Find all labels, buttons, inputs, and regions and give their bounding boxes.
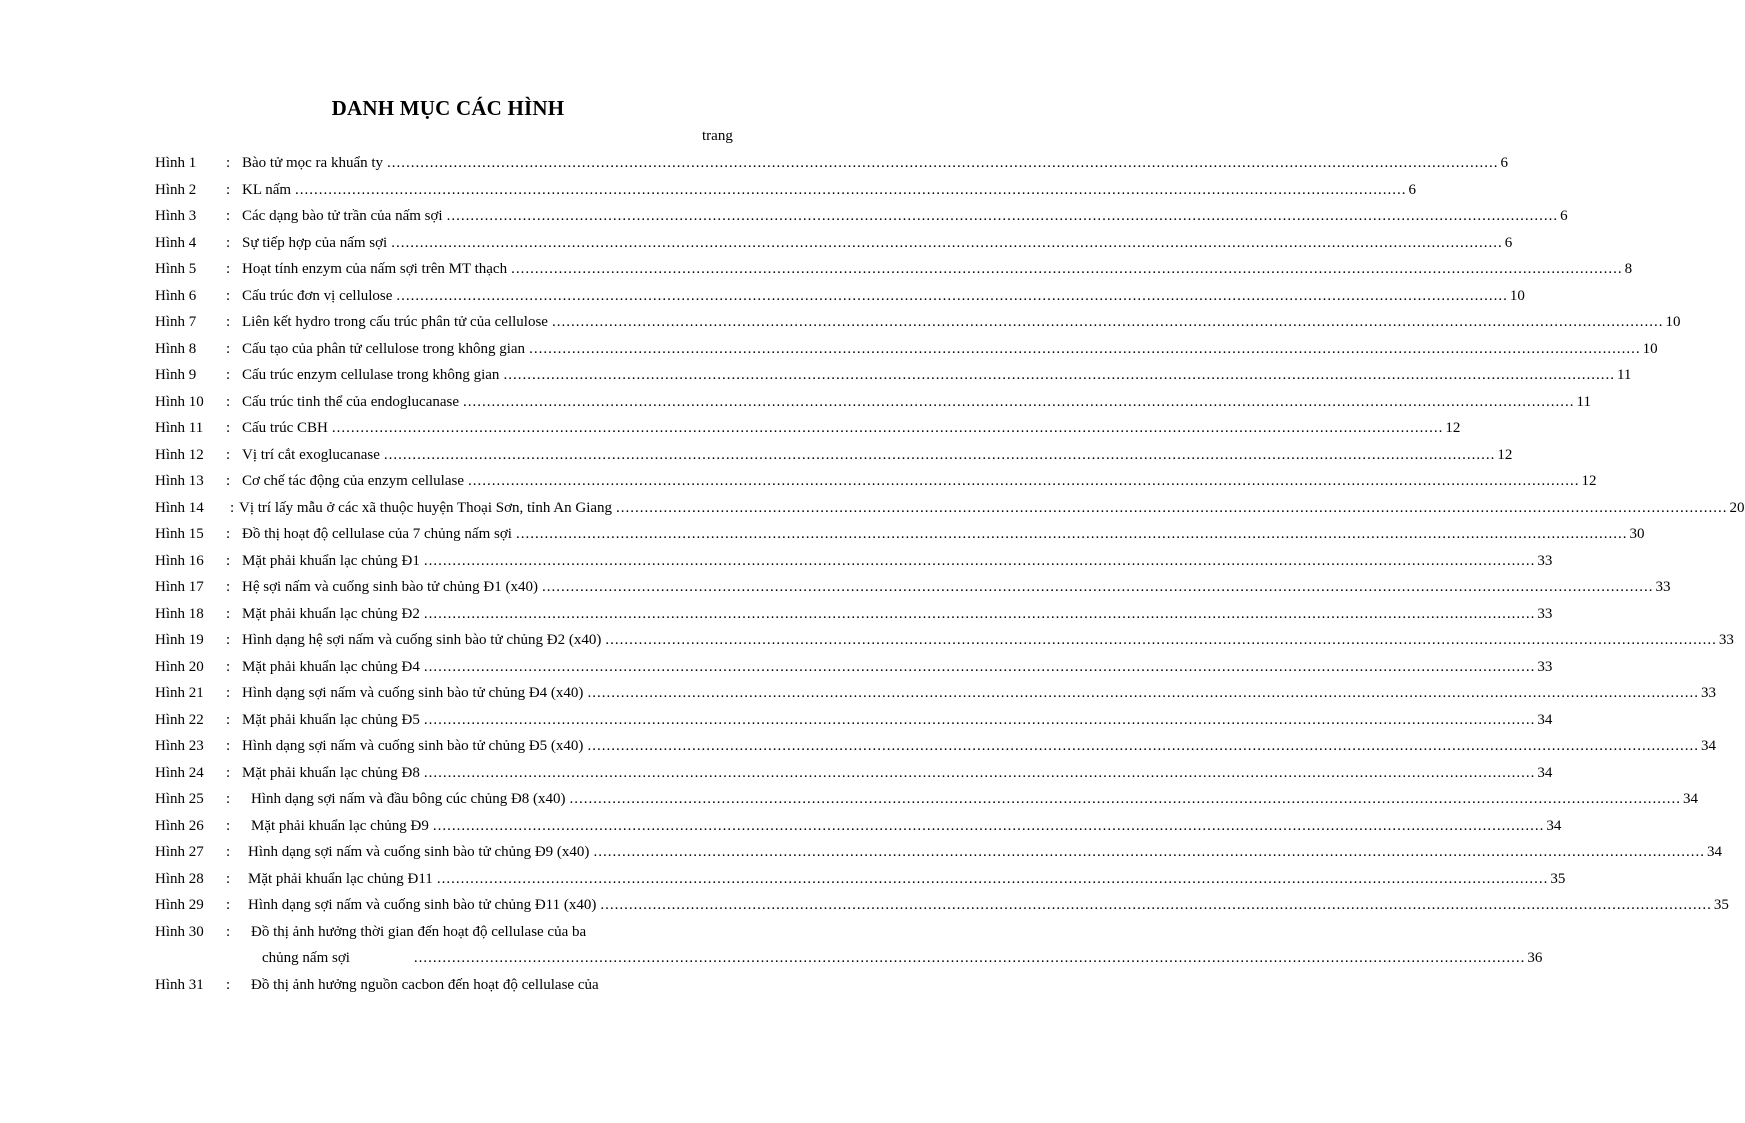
figure-caption: Đồ thị ảnh hưởng thời gian đến hoạt độ cellulase của ba: [251, 923, 587, 940]
list-item: [0, 707, 1553, 733]
page-number: 10: [1665, 314, 1681, 330]
list-item: [0, 601, 1553, 627]
page-number: 12: [1497, 446, 1513, 463]
figure-caption: Vị trí cắt exoglucanase: [242, 446, 380, 463]
figure-caption: Mặt phải khuẩn lạc chủng Đ8: [242, 764, 420, 781]
separator: :: [226, 420, 231, 436]
list-item: [0, 972, 816, 998]
page-title: DANH MỤC CÁC HÌNH: [331, 96, 565, 120]
dot-leader: [433, 813, 1545, 839]
separator: :: [226, 791, 231, 807]
figure-caption: Liên kết hydro trong cấu trúc phân tử của cellulose: [242, 314, 548, 330]
list-item: [0, 654, 1553, 680]
dot-leader: [542, 574, 1654, 600]
dot-leader: [424, 760, 1536, 786]
page-number: 20: [1729, 499, 1745, 516]
figure-label: Hình 9: [155, 367, 197, 383]
separator: :: [226, 234, 231, 251]
separator: :: [226, 446, 231, 463]
page-number: 34: [1537, 764, 1553, 781]
figure-caption: Đồ thị ảnh hưởng nguồn cacbon đến hoạt độ cellulase của: [251, 976, 599, 993]
separator: :: [226, 473, 231, 489]
dot-leader: [516, 521, 1628, 547]
figure-label: Hình 28: [155, 870, 204, 887]
dot-leader: [593, 839, 1705, 865]
list-item: [0, 150, 1509, 176]
page-number: 33: [1537, 658, 1553, 675]
list-item: [0, 336, 1658, 362]
separator: :: [226, 287, 231, 304]
figure-label: Hình 21: [155, 685, 204, 701]
figure-label: Hình 18: [155, 605, 204, 622]
page-number: 34: [1700, 738, 1716, 754]
figure-caption: Hình dạng sợi nấm và đầu bông cúc chủng Đ8 (x40): [251, 791, 566, 807]
list-item: [0, 892, 1729, 918]
figure-label: Hình 3: [155, 208, 197, 224]
dot-leader: [396, 283, 1508, 309]
separator: :: [226, 208, 231, 224]
list-item: [0, 309, 1681, 335]
separator: :: [230, 499, 235, 516]
separator: :: [226, 605, 231, 622]
separator: :: [226, 685, 231, 701]
page-number: 34: [1683, 791, 1699, 807]
dot-leader: [468, 468, 1580, 494]
figure-label: Hình 7: [155, 314, 197, 330]
list-item: [0, 760, 1553, 786]
figure-caption: Các dạng bào tử trần của nấm sợi: [242, 208, 443, 224]
list-item: [0, 230, 1513, 256]
page-number: 6: [1500, 155, 1509, 171]
page-number: 12: [1445, 420, 1461, 436]
separator: :: [226, 817, 231, 834]
dot-leader: [600, 892, 1712, 918]
figure-caption: Hình dạng sợi nấm và cuống sinh bào tử chủng Đ11 (x40): [248, 897, 597, 913]
list-item: [0, 415, 1461, 441]
separator: :: [226, 897, 231, 913]
list-item: [0, 919, 816, 945]
list-item: [0, 866, 1566, 892]
figure-caption: Mặt phải khuẩn lạc chủng Đ11: [248, 870, 433, 887]
dot-leader: [332, 415, 1444, 441]
figure-caption: Cơ chế tác động của enzym cellulase: [242, 473, 465, 489]
figure-label: Hình 14: [155, 499, 204, 516]
figure-label: Hình 17: [155, 579, 204, 595]
figure-label: Hình 4: [155, 234, 197, 251]
page-number: 11: [1616, 367, 1632, 383]
separator: :: [226, 552, 231, 569]
separator: :: [226, 181, 231, 198]
separator: :: [226, 632, 231, 648]
list-item: [0, 680, 1716, 706]
figure-label: Hình 20: [155, 658, 204, 675]
page-number: 30: [1629, 526, 1645, 542]
figure-label: Hình 16: [155, 552, 204, 569]
page-number: 36: [1527, 950, 1543, 966]
figure-caption: Cấu trúc đơn vị cellulose: [242, 287, 393, 304]
dot-leader: [511, 256, 1623, 282]
page-number: 33: [1655, 579, 1671, 595]
figure-label: Hình 24: [155, 764, 204, 781]
figure-caption: Vị trí lấy mẫu ở các xã thuộc huyện Thoại Sơn, tỉnh An Giang: [239, 499, 613, 516]
figure-caption: Sự tiếp hợp của nấm sợi: [242, 234, 388, 251]
figure-caption: Đồ thị hoạt độ cellulase của 7 chủng nấm sợi: [242, 526, 512, 542]
list-item: [0, 574, 1671, 600]
dot-leader: [424, 548, 1536, 574]
list-item: [0, 733, 1716, 759]
list-item: [0, 468, 1597, 494]
dot-leader: [570, 786, 1682, 812]
list-item: [0, 177, 1417, 203]
figure-label: Hình 1: [155, 155, 197, 171]
figure-label: Hình 22: [155, 711, 204, 728]
list-item: [0, 362, 1632, 388]
figure-label: Hình 23: [155, 738, 204, 754]
figure-caption: KL nấm: [242, 181, 292, 198]
dot-leader: [552, 309, 1664, 335]
dot-leader: [414, 945, 1526, 971]
dot-leader: [463, 389, 1575, 415]
separator: :: [226, 340, 231, 357]
separator: :: [226, 738, 231, 754]
page-number: 10: [1509, 287, 1525, 304]
figure-caption: Hình dạng sợi nấm và cuống sinh bào tử chủng Đ5 (x40): [242, 738, 584, 754]
figure-caption: Cấu trúc enzym cellulase trong không gian: [242, 367, 500, 383]
figure-label: Hình 8: [155, 340, 197, 357]
dot-leader: [605, 627, 1717, 653]
figure-caption: Bào tử mọc ra khuẩn ty: [242, 155, 384, 171]
list-item: [0, 256, 1633, 282]
figure-label: Hình 30: [155, 923, 204, 940]
dot-leader: [391, 230, 1503, 256]
dot-leader: [384, 442, 1496, 468]
figure-caption: Cấu trúc tinh thể của endoglucanase: [242, 393, 460, 410]
page-number: 35: [1713, 897, 1729, 913]
separator: :: [226, 764, 231, 781]
dot-leader: [424, 654, 1536, 680]
page-number: 6: [1408, 181, 1417, 198]
page-number: 34: [1546, 817, 1562, 834]
page-number: 11: [1576, 393, 1591, 410]
figure-caption: Mặt phải khuẩn lạc chủng Đ5: [242, 711, 420, 728]
separator: :: [226, 393, 231, 410]
list-item: [0, 442, 1513, 468]
separator: :: [226, 526, 231, 542]
figure-caption: Hình dạng sợi nấm và cuống sinh bào tử chủng Đ4 (x40): [242, 685, 584, 701]
separator: :: [226, 870, 231, 887]
page-number: 33: [1718, 632, 1734, 648]
figure-label: Hình 15: [155, 526, 204, 542]
figure-label: Hình 26: [155, 817, 204, 834]
separator: :: [226, 314, 231, 330]
list-item: [0, 813, 1562, 839]
list-item: [0, 203, 1568, 229]
figure-label: Hình 12: [155, 446, 204, 463]
figure-label: Hình 31: [155, 976, 204, 993]
list-item: [0, 389, 1591, 415]
dot-leader: [529, 336, 1641, 362]
figure-label: Hình 2: [155, 181, 197, 198]
list-item: [0, 786, 1699, 812]
figure-caption: Hệ sợi nấm và cuống sinh bào tử chủng Đ1 (x40): [242, 579, 539, 595]
separator: :: [226, 844, 231, 860]
list-item: [0, 548, 1553, 574]
page-number: 33: [1537, 552, 1553, 569]
figure-caption: Mặt phải khuẩn lạc chủng Đ4: [242, 658, 420, 675]
list-item: [0, 521, 1645, 547]
figure-label: Hình 29: [155, 897, 204, 913]
dot-leader: [447, 203, 1559, 229]
separator: :: [226, 711, 231, 728]
separator: :: [226, 261, 231, 277]
separator: :: [226, 155, 231, 171]
page-number: 8: [1624, 261, 1633, 277]
separator: :: [226, 976, 231, 993]
dot-leader: [503, 362, 1615, 388]
separator: :: [226, 658, 231, 675]
dot-leader: [424, 601, 1536, 627]
figure-caption: Cấu tạo của phân tử cellulose trong không gian: [242, 340, 526, 357]
figure-caption: Cấu trúc CBH: [242, 420, 328, 436]
figure-label: Hình 6: [155, 287, 197, 304]
dot-leader: [437, 866, 1549, 892]
dot-leader: [387, 150, 1499, 176]
page-number: 33: [1700, 685, 1716, 701]
list-item: [0, 283, 1525, 309]
dot-leader: [587, 733, 1699, 759]
figure-caption: Hoạt tính enzym của nấm sợi trên MT thạch: [242, 261, 508, 277]
figure-caption: Mặt phải khuẩn lạc chủng Đ9: [251, 817, 429, 834]
page-number: 6: [1504, 234, 1513, 251]
figure-label: Hình 11: [155, 420, 204, 436]
figure-label: Hình 10: [155, 393, 204, 410]
figure-caption: Mặt phải khuẩn lạc chủng Đ1: [242, 552, 420, 569]
dot-leader: [295, 177, 1407, 203]
figure-caption: Hình dạng sợi nấm và cuống sinh bào tử chủng Đ9 (x40): [248, 844, 590, 860]
figure-caption: chủng nấm sợi: [262, 950, 350, 966]
figure-caption: Hình dạng hệ sợi nấm và cuống sinh bào tử chủng Đ2 (x40): [242, 632, 602, 648]
separator: :: [226, 923, 231, 940]
separator: :: [226, 367, 231, 383]
page-column-header: trang: [702, 128, 733, 144]
list-item: [0, 495, 1745, 521]
figure-caption: Mặt phải khuẩn lạc chủng Đ2: [242, 605, 420, 622]
page-number: 6: [1560, 208, 1568, 224]
page-number: 33: [1537, 605, 1553, 622]
page-number: 34: [1537, 711, 1553, 728]
dot-leader: [424, 707, 1536, 733]
page-number: 10: [1642, 340, 1658, 357]
separator: :: [226, 579, 231, 595]
page-number: 34: [1706, 844, 1722, 860]
figure-label: Hình 25: [155, 791, 204, 807]
page-number: 12: [1581, 473, 1597, 489]
list-item-continuation: [0, 945, 1543, 971]
list-item: [0, 839, 1722, 865]
dot-leader: [587, 680, 1699, 706]
figure-label: Hình 27: [155, 844, 204, 860]
figure-label: Hình 19: [155, 632, 204, 648]
page-number: 35: [1550, 870, 1566, 887]
list-item: [0, 627, 1734, 653]
figure-label: Hình 5: [155, 261, 197, 277]
dot-leader: [616, 495, 1728, 521]
figure-label: Hình 13: [155, 473, 204, 489]
